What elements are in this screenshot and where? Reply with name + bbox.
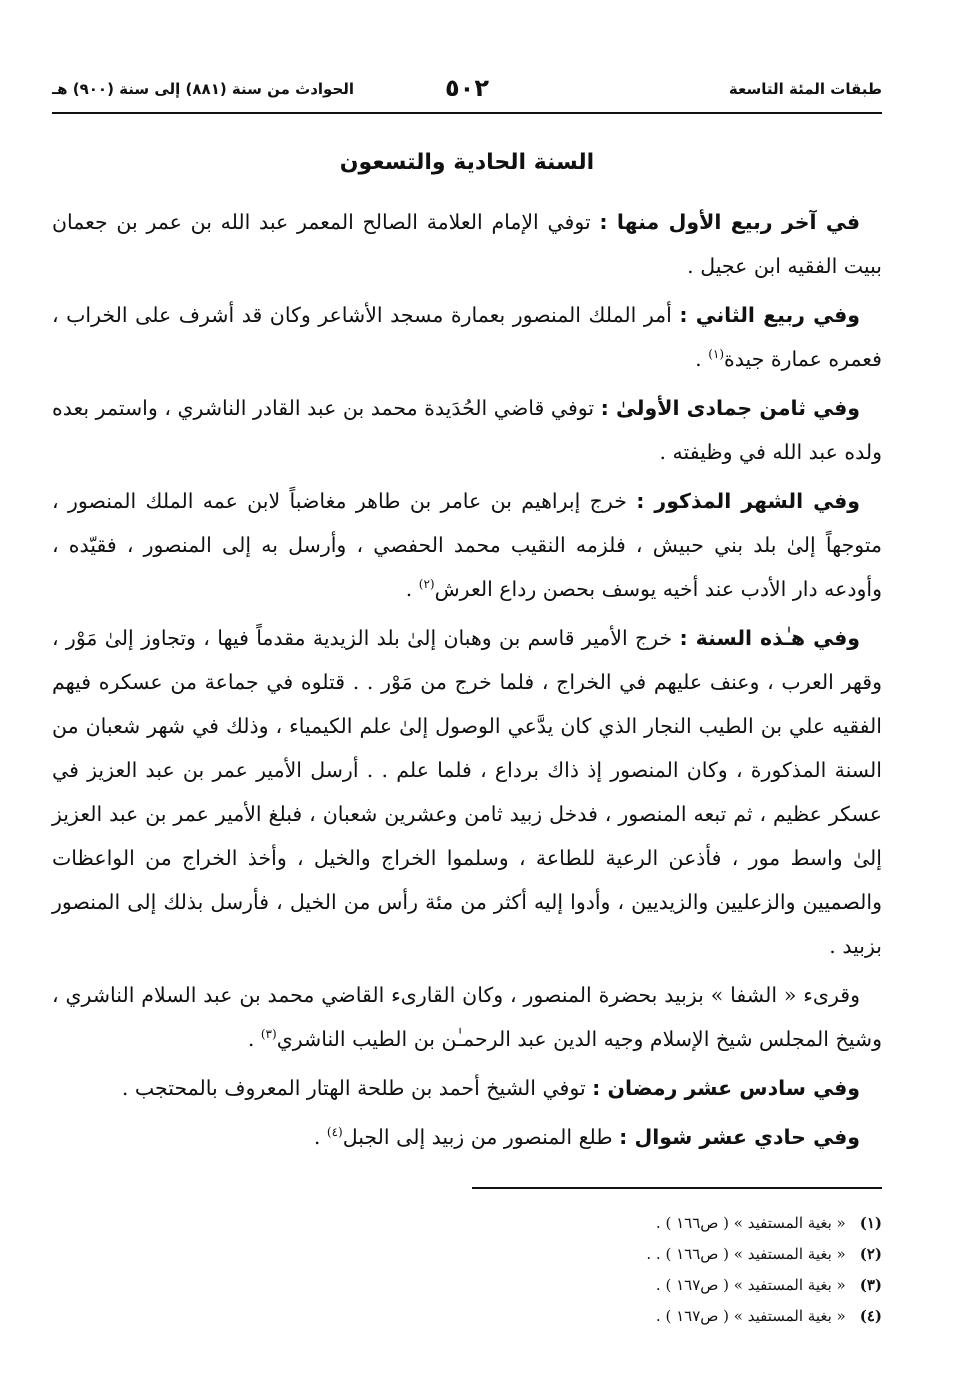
paragraph-text: توفي الإمام العلامة الصالح المعمر عبد الله بن عمر بن جعمان ببيت الفقيه ابن عجيل .: [52, 210, 882, 278]
paragraph-tail: .: [247, 1027, 261, 1051]
paragraph: [52, 293, 882, 381]
paragraph: [52, 479, 882, 611]
footnote-ref[interactable]: (٤): [326, 1125, 343, 1140]
main-text: [52, 200, 882, 1164]
paragraph-text: أمر الملك المنصور بعمارة مسجد الأشاعر وكان قد أشرف على الخراب ، فعمره عمارة جيدة: [52, 303, 882, 371]
paragraph: [52, 200, 882, 288]
footnote: [282, 1270, 882, 1301]
footnote-number: (٢): [859, 1245, 882, 1263]
paragraph-text: وقرىء « الشفا » بزبيد بحضرة المنصور ، وكان القارىء القاضي محمد بن عبد السلام الناشري ، وشيخ المجلس شيخ الإسلام وجيه الدين عبد الرحمـٰن بن الطيب الناشري: [52, 983, 882, 1051]
footnote-text: « بغية المستفيد » ( ص١٦٧ ) .: [655, 1307, 846, 1325]
paragraph: [52, 973, 882, 1061]
footnote-ref[interactable]: (١): [708, 347, 725, 362]
footnote: [282, 1239, 882, 1270]
paragraph-lead: وفي هـٰذه السنة :: [679, 626, 860, 650]
section-title: السنة الحادية والتسعون: [339, 150, 595, 175]
paragraph: [52, 1115, 882, 1159]
footnote: [282, 1208, 882, 1239]
footnotes: [282, 1208, 882, 1332]
footnote-number: (٤): [859, 1307, 882, 1325]
page-header: [52, 74, 882, 108]
footnote-number: (١): [859, 1214, 882, 1232]
paragraph-lead: وفي حادي عشر شوال :: [619, 1125, 860, 1149]
paragraph-lead: في آخر ربيع الأول منها :: [599, 210, 860, 234]
paragraph: [52, 1066, 882, 1110]
footnote-text: « بغية المستفيد » ( ص١٦٦ ) . .: [646, 1245, 846, 1263]
paragraph-text: خرج إبراهيم بن عامر بن طاهر مغاضباً لابن عمه الملك المنصور ، متوجهاً إلىٰ بلد بني حبيش ، فلزمه النقيب محمد الحفصي ، وأرسل به إلى المنصور ، فقيّده ، وأودعه دار الأدب عند أخيه يوسف بحصن رداع العرش: [52, 489, 882, 601]
paragraph: [52, 386, 882, 474]
paragraph-lead: وفي ثامن جمادى الأولىٰ :: [600, 396, 861, 420]
footnote-text: « بغية المستفيد » ( ص١٦٧ ) .: [655, 1276, 846, 1294]
running-head-book: طبقات المئة التاسعة: [728, 80, 882, 98]
footnote-ref[interactable]: (٣): [260, 1027, 277, 1042]
page-number: ٥٠٢: [445, 74, 489, 102]
paragraph-lead: وفي الشهر المذكور :: [636, 489, 860, 513]
paragraph-lead: وفي سادس عشر رمضان :: [592, 1076, 860, 1100]
paragraph-tail: .: [313, 1125, 327, 1149]
paragraph-text: طلع المنصور من زبيد إلى الجبل: [342, 1125, 620, 1149]
paragraph-text: خرج الأمير قاسم بن وهبان إلىٰ بلد الزيدية مقدماً فيها ، وتجاوز إلىٰ مَوْر ، وقهر العرب ، وعنف عليهم في الخراج ، فلما خرج من مَوْر . . قتلوه في جماعة من عسكره فيهم الفقيه علي بن الطيب النجار الذي كان يدَّعي الوصول إلىٰ علم الكيمياء ، وذلك في شهر شعبان من السنة المذكورة ، وكان المنصور إذ ذاك برداع ، فلما علم . . أرسل الأمير عمر بن عبد العزيز في عسكر عظيم ، ثم تبعه المنصور ، فدخل زبيد ثامن وعشرين شعبان ، فبلغ الأمير عمر بن عبد العزيز إلىٰ واسط مور ، فأذعن الرعية للطاعة ، وسلموا الخراج والخيل ، وأخذ الخراج من الواعظات والصميين والزعليين والزيديين ، وأدوا إليه أكثر من مئة رأس من الخيل ، فأرسل بذلك إلى المنصور بزبيد .: [52, 626, 882, 958]
footnote-text: « بغية المستفيد » ( ص١٦٦ ) .: [655, 1214, 846, 1232]
footnote-divider: [472, 1187, 882, 1189]
running-head-range: الحوادث من سنة (٨٨١) إلى سنة (٩٠٠) هـ: [52, 80, 355, 98]
paragraph-lead: وفي ربيع الثاني :: [679, 303, 861, 327]
paragraph: [52, 616, 882, 968]
footnote-number: (٣): [859, 1276, 882, 1294]
paragraph-tail: .: [405, 577, 419, 601]
header-divider: [52, 112, 882, 114]
paragraph-text: توفي قاضي الحُدَيدة محمد بن عبد القادر الناشري ، واستمر بعده ولده عبد الله في وظيفته .: [52, 396, 882, 464]
paragraph-tail: .: [695, 347, 709, 371]
footnote-ref[interactable]: (٢): [418, 577, 435, 592]
paragraph-text: توفي الشيخ أحمد بن طلحة الهتار المعروف بالمحتجب .: [121, 1076, 593, 1100]
footnote: [282, 1301, 882, 1332]
